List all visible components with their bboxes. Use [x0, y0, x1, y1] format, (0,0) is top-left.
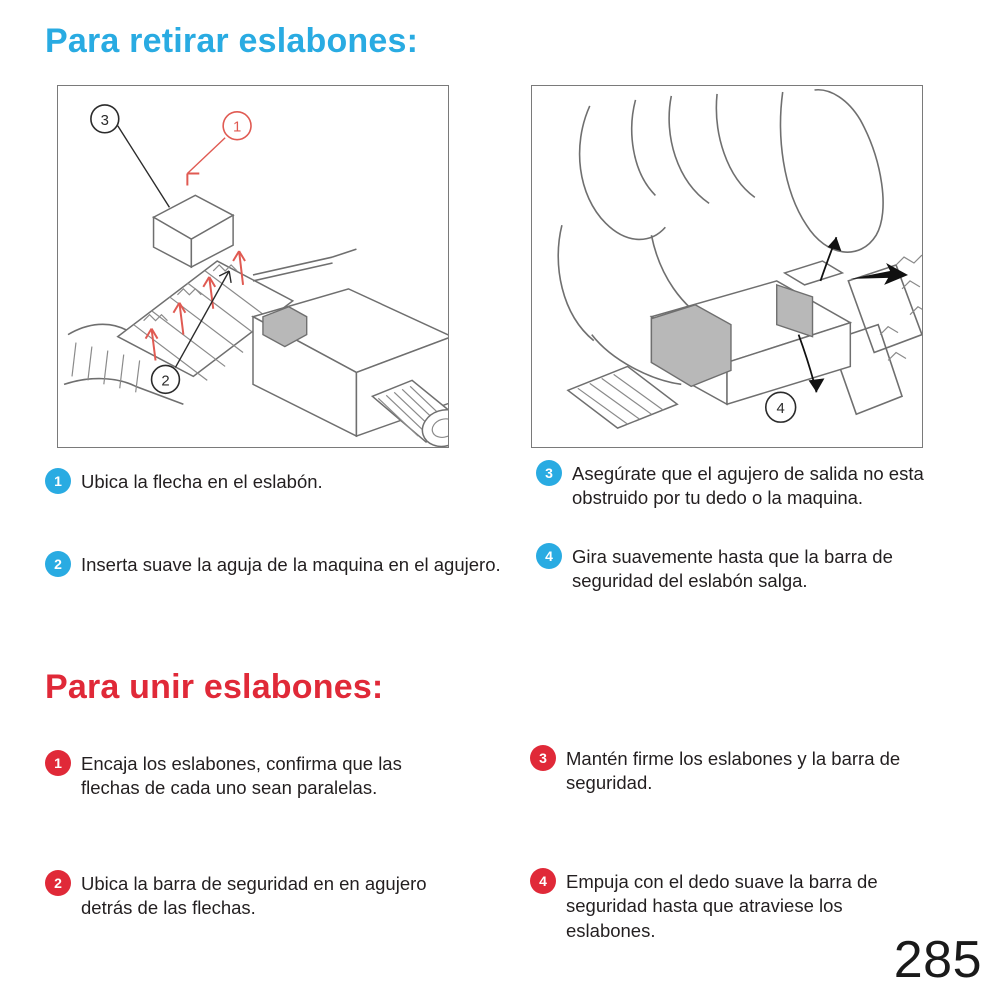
step-badge: 1: [45, 468, 71, 494]
step-badge: 4: [530, 868, 556, 894]
step-join-1: [45, 750, 465, 801]
step-remove-3: [536, 460, 966, 511]
figure-remove-right: [531, 85, 923, 448]
step-text: Mantén firme los eslabones y la barra de seguridad.: [566, 748, 901, 794]
step-join-3: [530, 745, 950, 796]
page-number: 285: [893, 931, 982, 989]
figure-remove-left: [57, 85, 449, 448]
step-badge: 3: [536, 460, 562, 486]
step-remove-4: [536, 543, 956, 594]
section-title-join: Para unir eslabones:: [45, 668, 384, 706]
step-badge: 1: [45, 750, 71, 776]
step-remove-1: [45, 468, 515, 494]
step-text: Ubica la barra de seguridad en en agujero detrás de las flechas.: [81, 873, 427, 919]
step-text: Inserta suave la aguja de la maquina en el agujero.: [81, 554, 501, 575]
step-badge: 2: [45, 551, 71, 577]
step-badge: 4: [536, 543, 562, 569]
step-join-4: [530, 868, 930, 943]
svg-text:4: 4: [776, 401, 785, 418]
svg-text:2: 2: [161, 373, 170, 390]
step-badge: 3: [530, 745, 556, 771]
step-text: Ubica la flecha en el eslabón.: [81, 471, 323, 492]
svg-text:1: 1: [232, 119, 242, 136]
step-text: Gira suavemente hasta que la barra de seguridad del eslabón salga.: [572, 546, 893, 592]
step-join-2: [45, 870, 475, 921]
step-badge: 2: [45, 870, 71, 896]
step-text: Encaja los eslabones, confirma que las flechas de cada uno sean paralelas.: [81, 753, 402, 799]
step-text: Asegúrate que el agujero de salida no esta obstruido por tu dedo o la maquina.: [572, 463, 924, 509]
step-remove-2: [45, 551, 535, 577]
svg-text:3: 3: [100, 112, 109, 129]
step-text: Empuja con el dedo suave la barra de seguridad hasta que atraviese los eslabones.: [566, 871, 878, 941]
section-title-remove: Para retirar eslabones:: [45, 22, 419, 60]
